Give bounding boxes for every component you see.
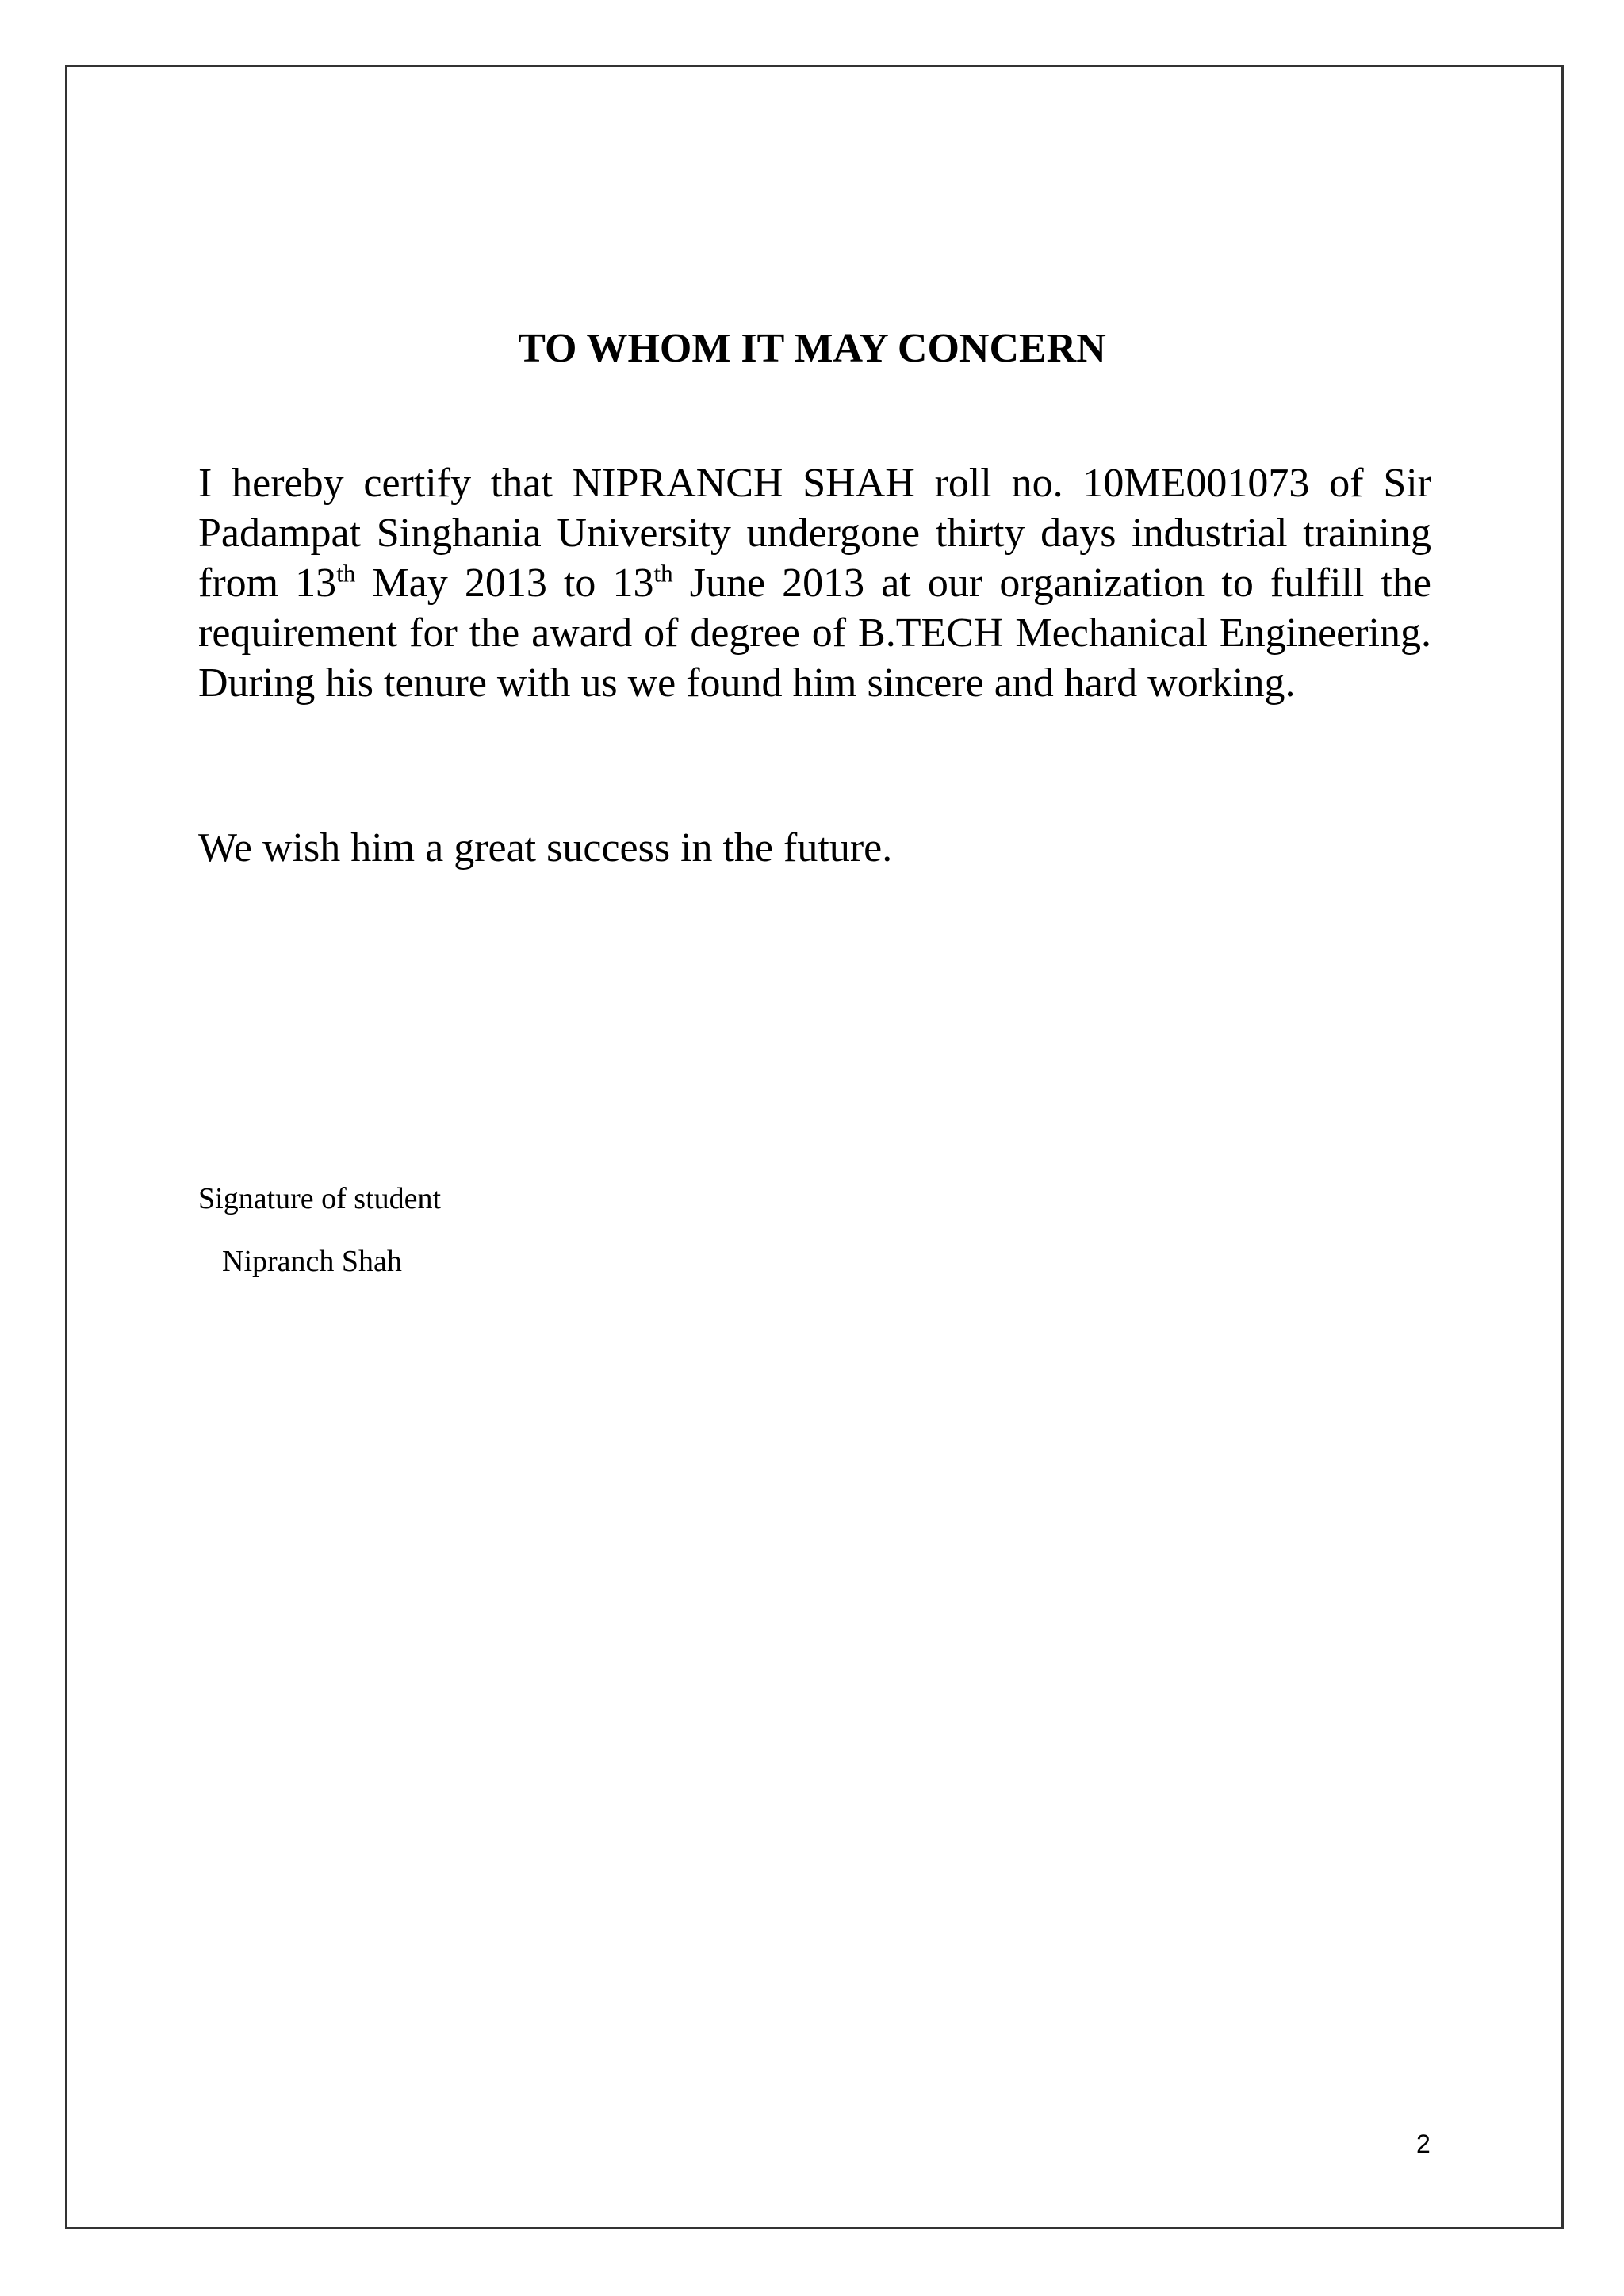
signature-label: Signature of student (198, 1182, 442, 1215)
certificate-body (198, 458, 1431, 708)
student-name: Nipranch Shah (222, 1245, 402, 1278)
ordinal-suffix-1: th (336, 559, 356, 587)
page-number: 2 (1416, 2130, 1431, 2158)
closing-line: We wish him a great success in the future. (198, 825, 893, 871)
document-heading: TO WHOM IT MAY CONCERN (518, 326, 1106, 371)
page-border (65, 65, 1564, 2229)
body-text-part-2: May 2013 to 13 (355, 561, 654, 606)
body-text-part-3: June 2013 at our organization to fulfill the requirement for the award of degree of B.TECH Mechanical Engineering. During his tenure with us we found him sincere and hard working. (198, 561, 1431, 706)
ordinal-suffix-2: th (653, 559, 673, 587)
body-text-part-1: I hereby certify that NIPRANCH SHAH roll no. 10ME001073 of Sir Padampat Singhania University undergone thirty days industrial training from 13 (198, 461, 1431, 606)
